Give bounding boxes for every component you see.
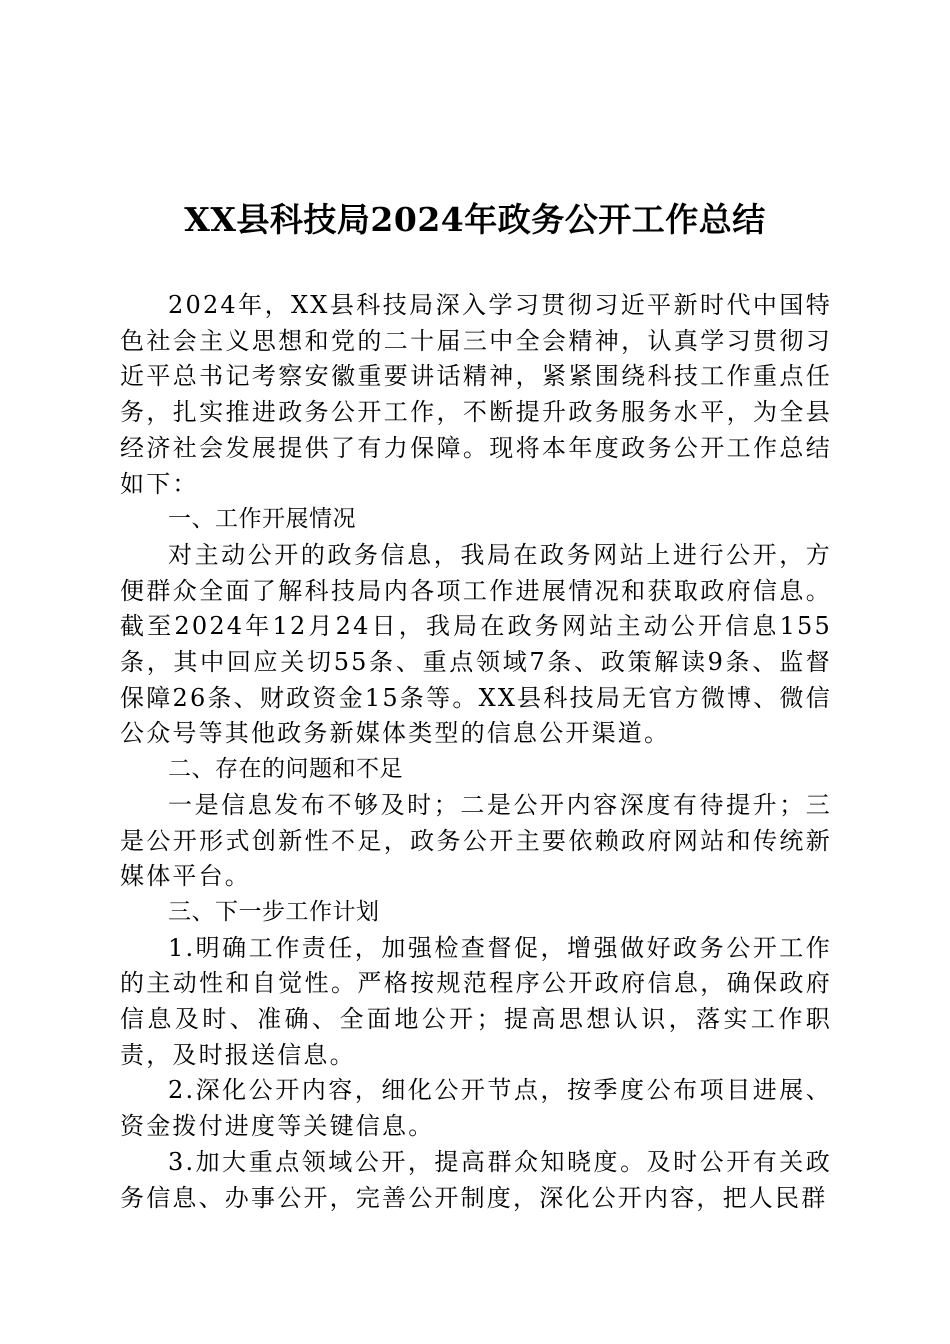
document-body [120, 288, 832, 1216]
section-heading-work-progress: 一、工作开展情况 [168, 506, 356, 533]
plan-item-2: 2.深化公开内容，细化公开节点，按季度公布项目进展、资金拨付进度等关键信息。 [120, 1076, 832, 1141]
plan-item-1: 1.明确工作责任，加强检查督促，增强做好政务公开工作的主动性和自觉性。严格按规范程序公开政府信息，确保政府信息及时、准确、全面地公开；提高思想认识，落实工作职责，及时报送信息。 [120, 933, 832, 1069]
plan-item-3: 3.加大重点领域公开，提高群众知晓度。及时公开有关政务信息、办事公开，完善公开制度，深化公开内容，把人民群 [120, 1147, 832, 1212]
section-heading-next-plan: 三、下一步工作计划 [168, 898, 380, 925]
section-paragraph-problems: 一是信息发布不够及时；二是公开内容深度有待提升；三是公开形式创新性不足，政务公开主要依赖政府网站和传统新媒体平台。 [120, 790, 832, 891]
section-heading-problems: 二、存在的问题和不足 [168, 756, 403, 783]
section-paragraph-work-progress: 对主动公开的政务信息，我局在政务网站上进行公开，方便群众全面了解科技局内各项工作进展情况和获取政府信息。截至2024年12月24日，我局在政务网站主动公开信息155条，其中回应关切55条、重点领域7条、政策解读9条、监督保障26条、财政资金15条等。XX县科技局无官方微博、微信公众号等其他政务新媒体类型的信息公开渠道。 [120, 540, 832, 748]
intro-paragraph: 2024年，XX县科技局深入学习贯彻习近平新时代中国特色社会主义思想和党的二十届三中全会精神，认真学习贯彻习近平总书记考察安徽重要讲话精神，紧紧围绕科技工作重点任务，扎实推进政务公开工作，不断提升政务服务水平，为全县经济社会发展提供了有力保障。现将本年度政务公开工作总结如下： [120, 291, 832, 498]
document-title: XX县科技局2024年政务公开工作总结 [184, 200, 766, 239]
